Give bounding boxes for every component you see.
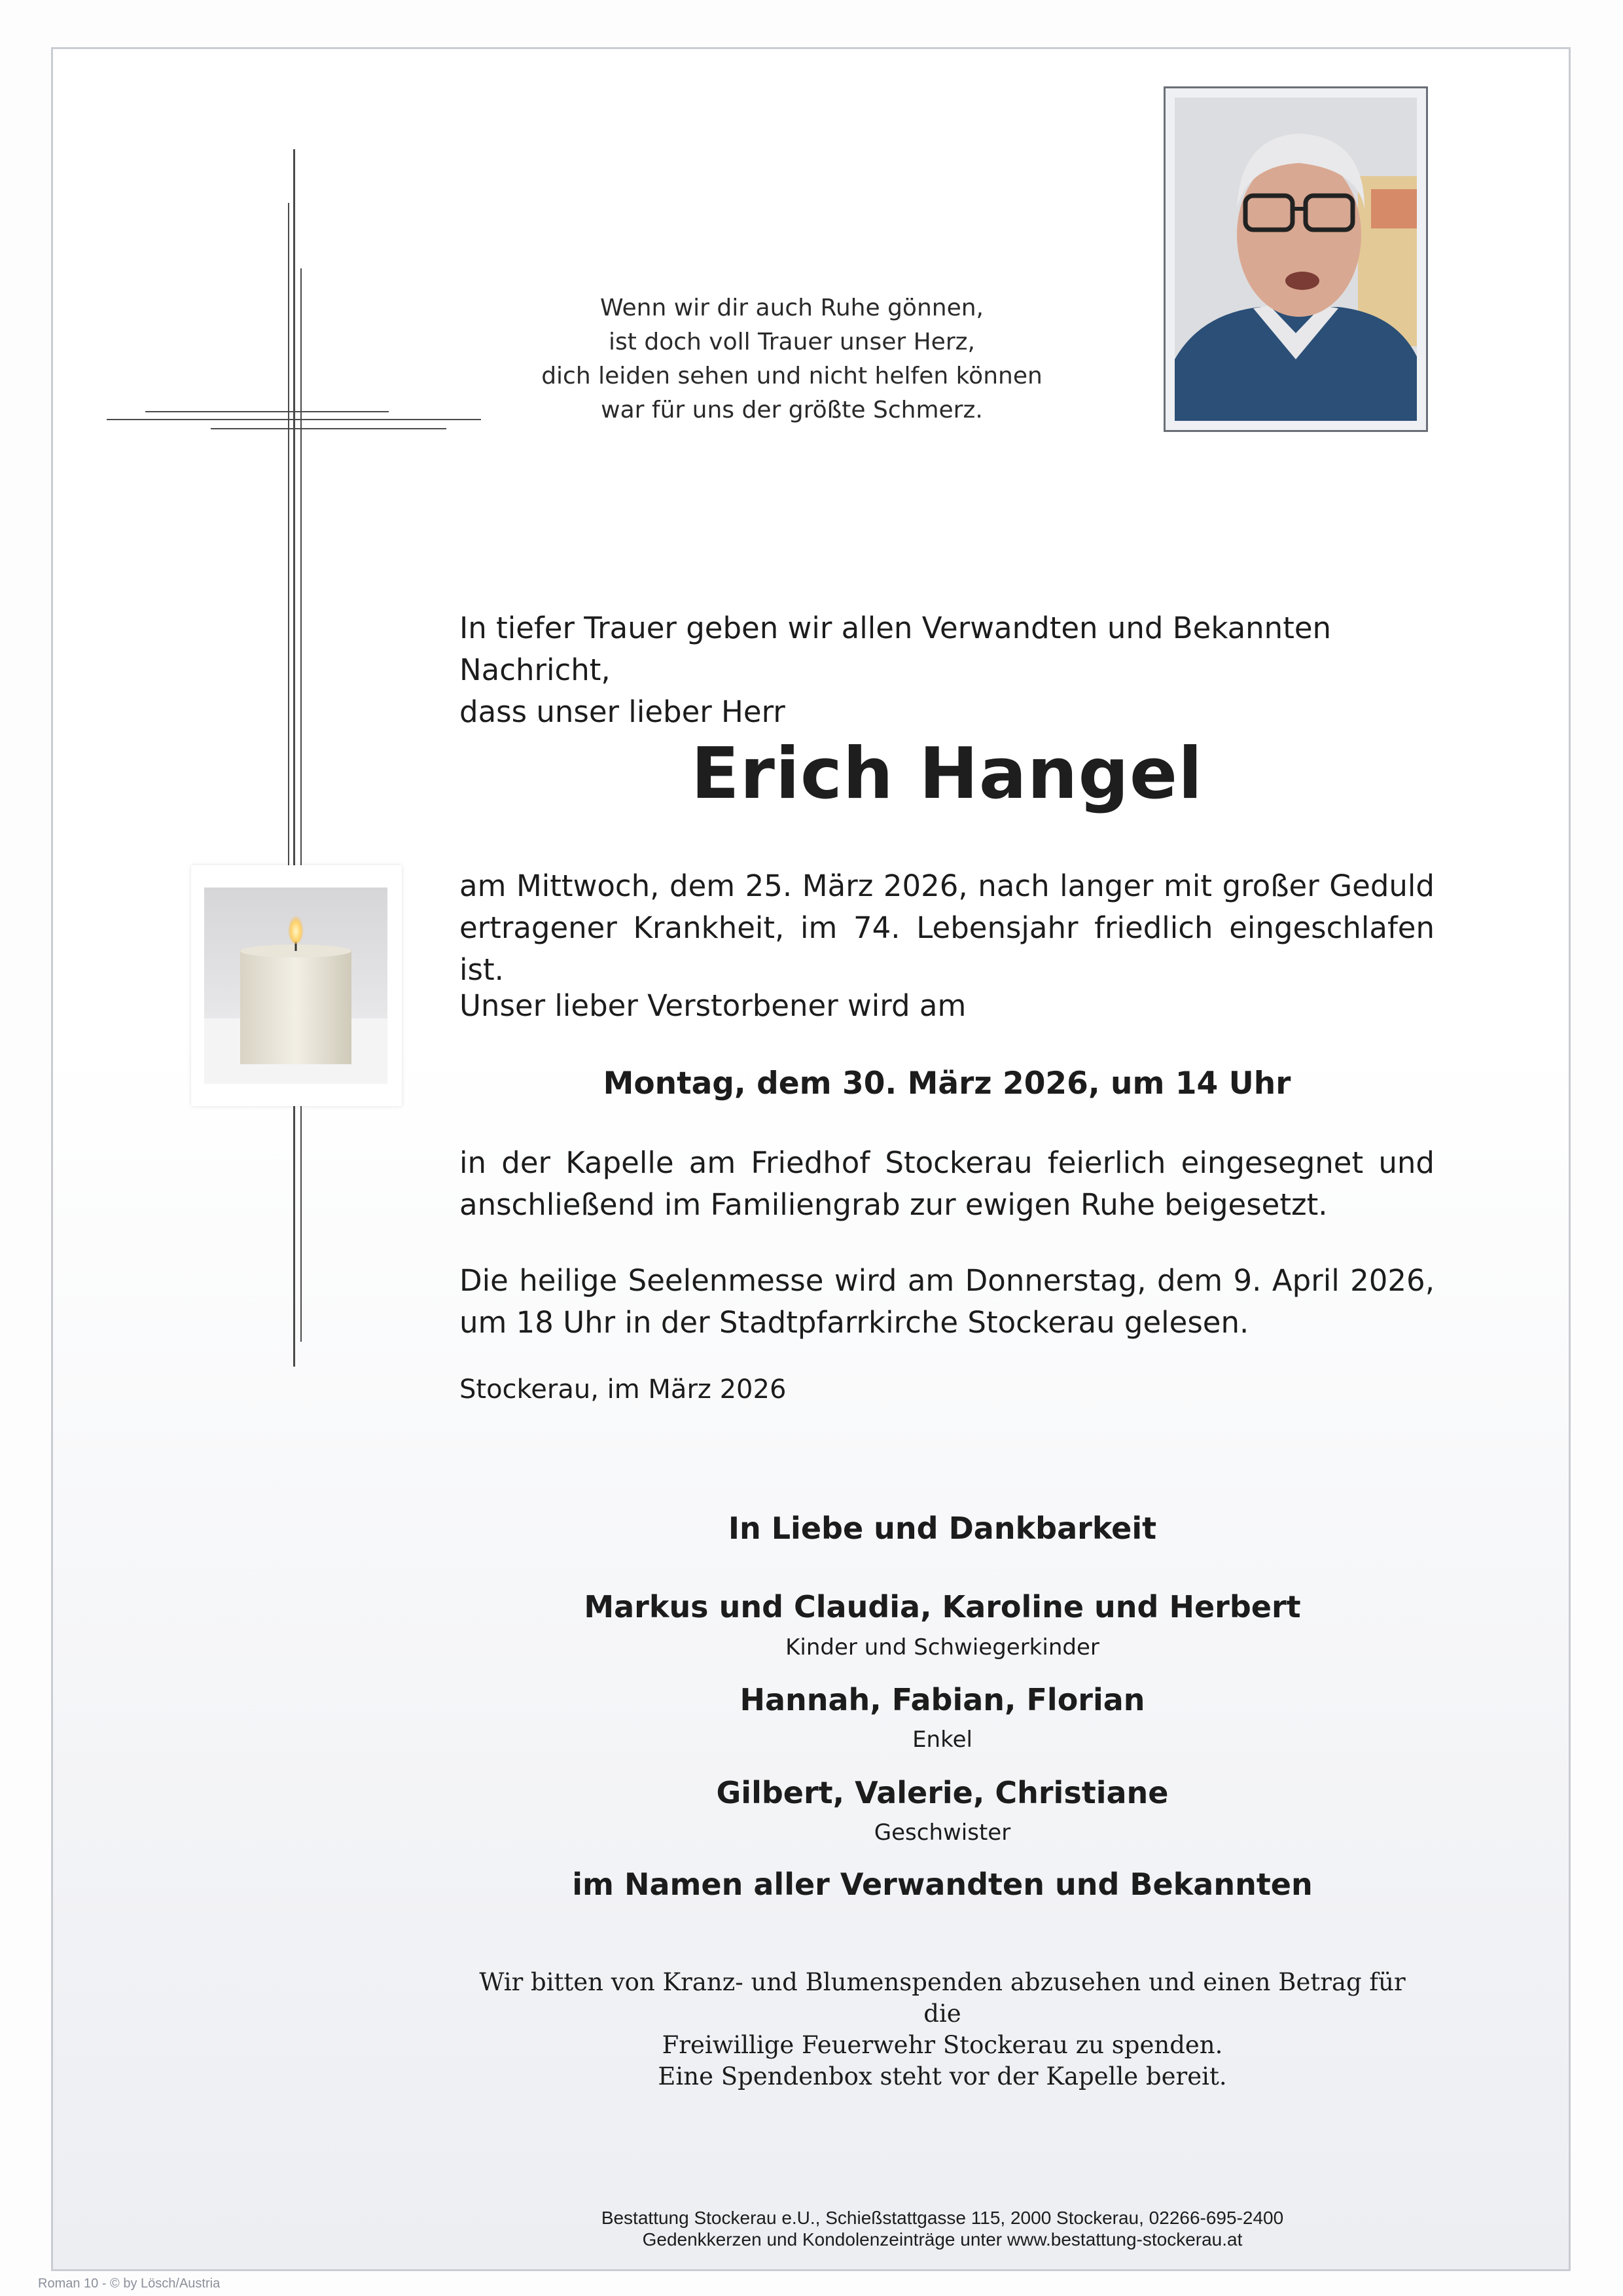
signature-children: Markus und Claudia, Karoline und Herbert [584, 1589, 1301, 1624]
donation-note [458, 1967, 1427, 2092]
signature-grandchildren: Hannah, Fabian, Florian [740, 1682, 1145, 1717]
donation-note-line: Eine Spendenbox steht vor der Kapelle bereit. [658, 2062, 1227, 2090]
signature-siblings: Gilbert, Valerie, Christiane [716, 1775, 1169, 1810]
death-details: am Mittwoch, dem 25. März 2026, nach langer mit großer Geduld ertragener Krankheit, im 74. Lebensjahr friedlich eingeschlafen ist. [459, 869, 1435, 987]
template-label: Roman 10 - © by Lösch/Austria [38, 2276, 221, 2291]
candle-image [204, 888, 387, 1084]
signature-children-role: Kinder und Schwiegerkinder [785, 1634, 1099, 1660]
poem-line: Wenn wir dir auch Ruhe gönnen, [600, 295, 984, 321]
deceased-name: Erich Hangel [690, 733, 1204, 815]
footer-address: Bestattung Stockerau e.U., Schießstattgasse 115, 2000 Stockerau, 02266-695-2400 [601, 2208, 1284, 2228]
candle-image-card [191, 865, 402, 1106]
portrait-photo-frame [1164, 86, 1428, 432]
donation-note-line: Wir bitten von Kranz- und Blumenspenden abzusehen und einen Betrag für die [479, 1968, 1406, 2028]
funeral-date: Montag, dem 30. März 2026, um 14 Uhr [603, 1066, 1291, 1102]
signature-siblings-role: Geschwister [874, 1820, 1011, 1846]
signature-heading: In Liebe und Dankbarkeit [728, 1511, 1157, 1546]
portrait-photo [1175, 98, 1417, 421]
funeral-details: in der Kapelle am Friedhof Stockerau feierlich eingesegnet und anschließend im Familiengrab zur ewigen Ruhe beigesetzt. [459, 1145, 1435, 1222]
poem-line: dich leiden sehen und nicht helfen können [541, 363, 1043, 389]
poem [497, 291, 1086, 427]
place-date: Stockerau, im März 2026 [459, 1374, 787, 1405]
intro-line: In tiefer Trauer geben wir allen Verwandten und Bekannten Nachricht, [459, 611, 1332, 687]
poem-line: ist doch voll Trauer unser Herz, [609, 329, 975, 355]
mass-details: Die heilige Seelenmesse wird am Donnerstag, dem 9. April 2026, um 18 Uhr in der Stadtpfarrkirche Stockerau gelesen. [459, 1263, 1435, 1340]
signature-grandchildren-role: Enkel [912, 1727, 972, 1753]
footer-website: Gedenkkerzen und Kondolenzeinträge unter www.bestattung-stockerau.at [642, 2229, 1243, 2250]
funeral-intro: Unser lieber Verstorbener wird am [459, 988, 967, 1023]
poem-line: war für uns der größte Schmerz. [601, 397, 983, 423]
funeral-home-footer [458, 2207, 1427, 2250]
signature-closing: im Namen aller Verwandten und Bekannten [572, 1867, 1313, 1902]
donation-note-line: Freiwillige Feuerwehr Stockerau zu spenden. [662, 2031, 1223, 2059]
intro-line: dass unser lieber Herr [459, 694, 785, 729]
announcement-intro [459, 607, 1435, 733]
